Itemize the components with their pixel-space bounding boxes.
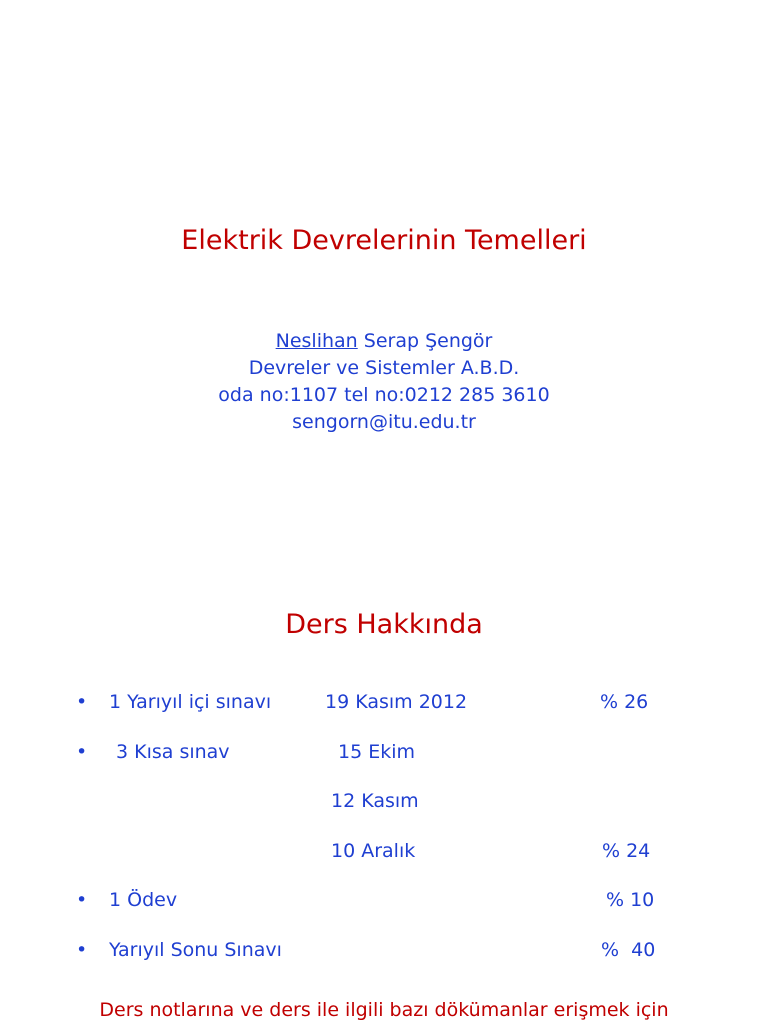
list-item [0,787,768,815]
item-date: 10 Aralık [331,840,416,862]
list-item [0,936,768,964]
item-date: 15 Ekim [338,741,416,763]
author-info [0,328,768,436]
section-title: Ders Hakkında [285,609,483,640]
item-label: 3 Kısa sınav [116,741,230,763]
list-item [0,738,768,766]
item-percent: % 10 [606,889,655,911]
item-label: 1 Ödev [109,889,178,911]
author-name [0,328,768,355]
bullet: • [76,691,88,713]
item-percent: % 26 [600,691,649,713]
slide-title: Elektrik Devrelerinin Temelleri [181,225,587,256]
list-item [0,886,768,914]
list-item [0,688,768,716]
author-first-name: Neslihan [275,330,358,352]
author-last-name: Serap Şengör [357,330,493,352]
email: sengorn@itu.edu.tr [292,411,476,433]
contact-info: oda no:1107 tel no:0212 285 3610 [218,384,550,406]
item-percent: % 24 [602,840,651,862]
item-label: 1 Yarıyıl içi sınavı [109,691,272,713]
item-date: 12 Kasım [331,790,419,812]
item-percent: % 40 [601,939,656,961]
item-date: 19 Kasım 2012 [325,691,468,713]
bullet: • [76,939,88,961]
bullet: • [76,741,88,763]
footer-note: Ders notlarına ve ders ile ilgili bazı dökümanlar erişmek için [99,999,669,1021]
list-item [0,837,768,865]
department: Devreler ve Sistemler A.B.D. [248,357,520,379]
item-label: Yarıyıl Sonu Sınavı [109,939,282,961]
bullet: • [76,889,88,911]
